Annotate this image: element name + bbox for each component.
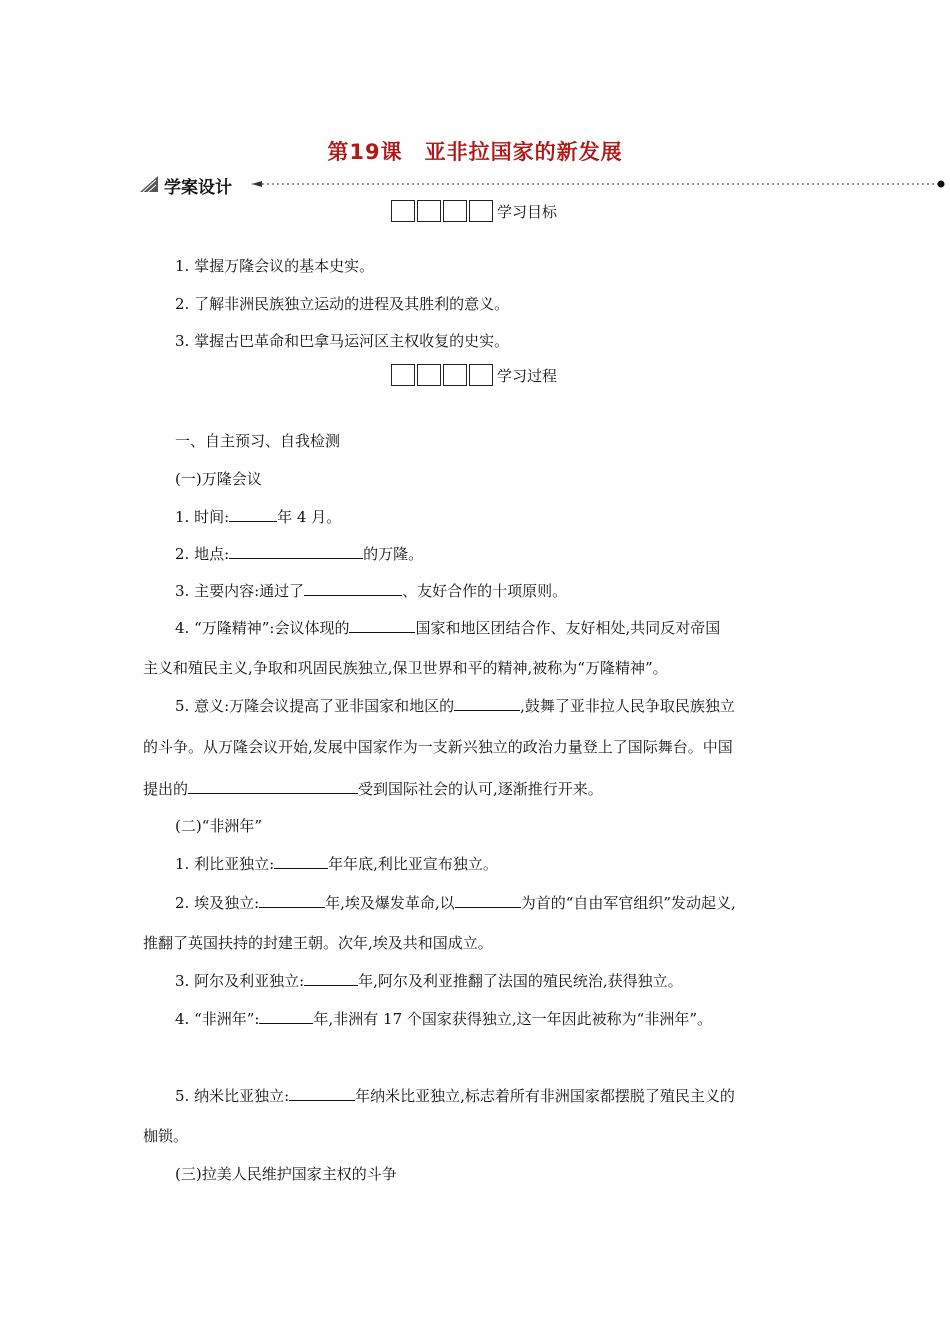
process-heading [391, 364, 557, 386]
page-title: 第19课 亚非拉国家的新发展 [327, 140, 623, 164]
fill-blank[interactable] [274, 853, 328, 869]
goals-heading-text: 学习目标 [497, 202, 558, 221]
question-line: 的斗争。从万隆会议开始,发展中国家作为一支新兴独立的政治力量登上了国际舞台。中国 [143, 738, 733, 756]
subsection-heading: (三)拉美人民维护国家主权的斗争 [175, 1165, 397, 1183]
section-header-bar [140, 172, 946, 198]
fill-blank[interactable] [455, 892, 521, 908]
question-line: 4. “万隆精神”:会议体现的 国家和地区团结合作、友好相处,共同反对帝国 [175, 619, 721, 637]
fill-blank[interactable] [304, 970, 358, 986]
fill-blank[interactable] [304, 580, 402, 596]
question-line: 1. 利比亚独立: 年年底,利比亚宣布独立。 [175, 855, 498, 873]
fill-blank[interactable] [229, 543, 363, 559]
question-line: 5. 纳米比亚独立: 年纳米比亚独立,标志着所有非洲国家都摆脱了殖民主义的 [175, 1087, 735, 1105]
goal-item: 2. 了解非洲民族独立运动的进程及其胜利的意义。 [175, 295, 510, 313]
question-line: 枷锁。 [143, 1127, 189, 1145]
question-line: 3. 主要内容:通过了 、友好合作的十项原则。 [175, 582, 568, 600]
question-line: 1. 时间: 年 4 月。 [175, 508, 342, 526]
question-line: 提出的 受到国际社会的认可,逐渐推行开来。 [143, 780, 603, 798]
fill-blank[interactable] [188, 778, 358, 794]
fill-blank[interactable] [349, 617, 415, 633]
heading-boxes [391, 200, 495, 222]
goal-item: 3. 掌握古巴革命和巴拿马运河区主权收复的史实。 [175, 332, 510, 350]
question-line: 4. “非洲年”: 年,非洲有 17 个国家获得独立,这一年因此被称为“非洲年”。 [175, 1010, 712, 1028]
subsection-heading: (一)万隆会议 [175, 470, 262, 488]
part-heading: 一、自主预习、自我检测 [175, 432, 341, 450]
question-line: 推翻了英国扶持的封建王朝。次年,埃及共和国成立。 [143, 934, 493, 952]
process-heading-text: 学习过程 [497, 366, 558, 385]
fill-blank[interactable] [259, 1008, 313, 1024]
goals-heading [391, 200, 557, 222]
heading-boxes [391, 364, 495, 386]
section-label: 学案设计 [164, 178, 232, 198]
question-line: 2. 埃及独立: 年,埃及爆发革命,以 为首的“自由军官组织”发动起义, [175, 894, 736, 912]
subsection-heading: (二)“非洲年” [175, 817, 263, 835]
section-header-decoration [140, 172, 946, 198]
fill-blank[interactable] [259, 892, 325, 908]
fill-blank[interactable] [454, 695, 520, 711]
goal-item: 1. 掌握万隆会议的基本史实。 [175, 257, 375, 275]
question-line: 主义和殖民主义,争取和巩固民族独立,保卫世界和平的精神,被称为“万隆精神”。 [143, 659, 668, 677]
question-line: 5. 意义:万隆会议提高了亚非国家和地区的 ,鼓舞了亚非拉人民争取民族独立 [175, 697, 735, 715]
fill-blank[interactable] [229, 506, 277, 522]
question-line: 3. 阿尔及利亚独立: 年,阿尔及利亚推翻了法国的殖民统治,获得独立。 [175, 972, 683, 990]
question-line: 2. 地点: 的万隆。 [175, 545, 424, 563]
fill-blank[interactable] [289, 1085, 355, 1101]
